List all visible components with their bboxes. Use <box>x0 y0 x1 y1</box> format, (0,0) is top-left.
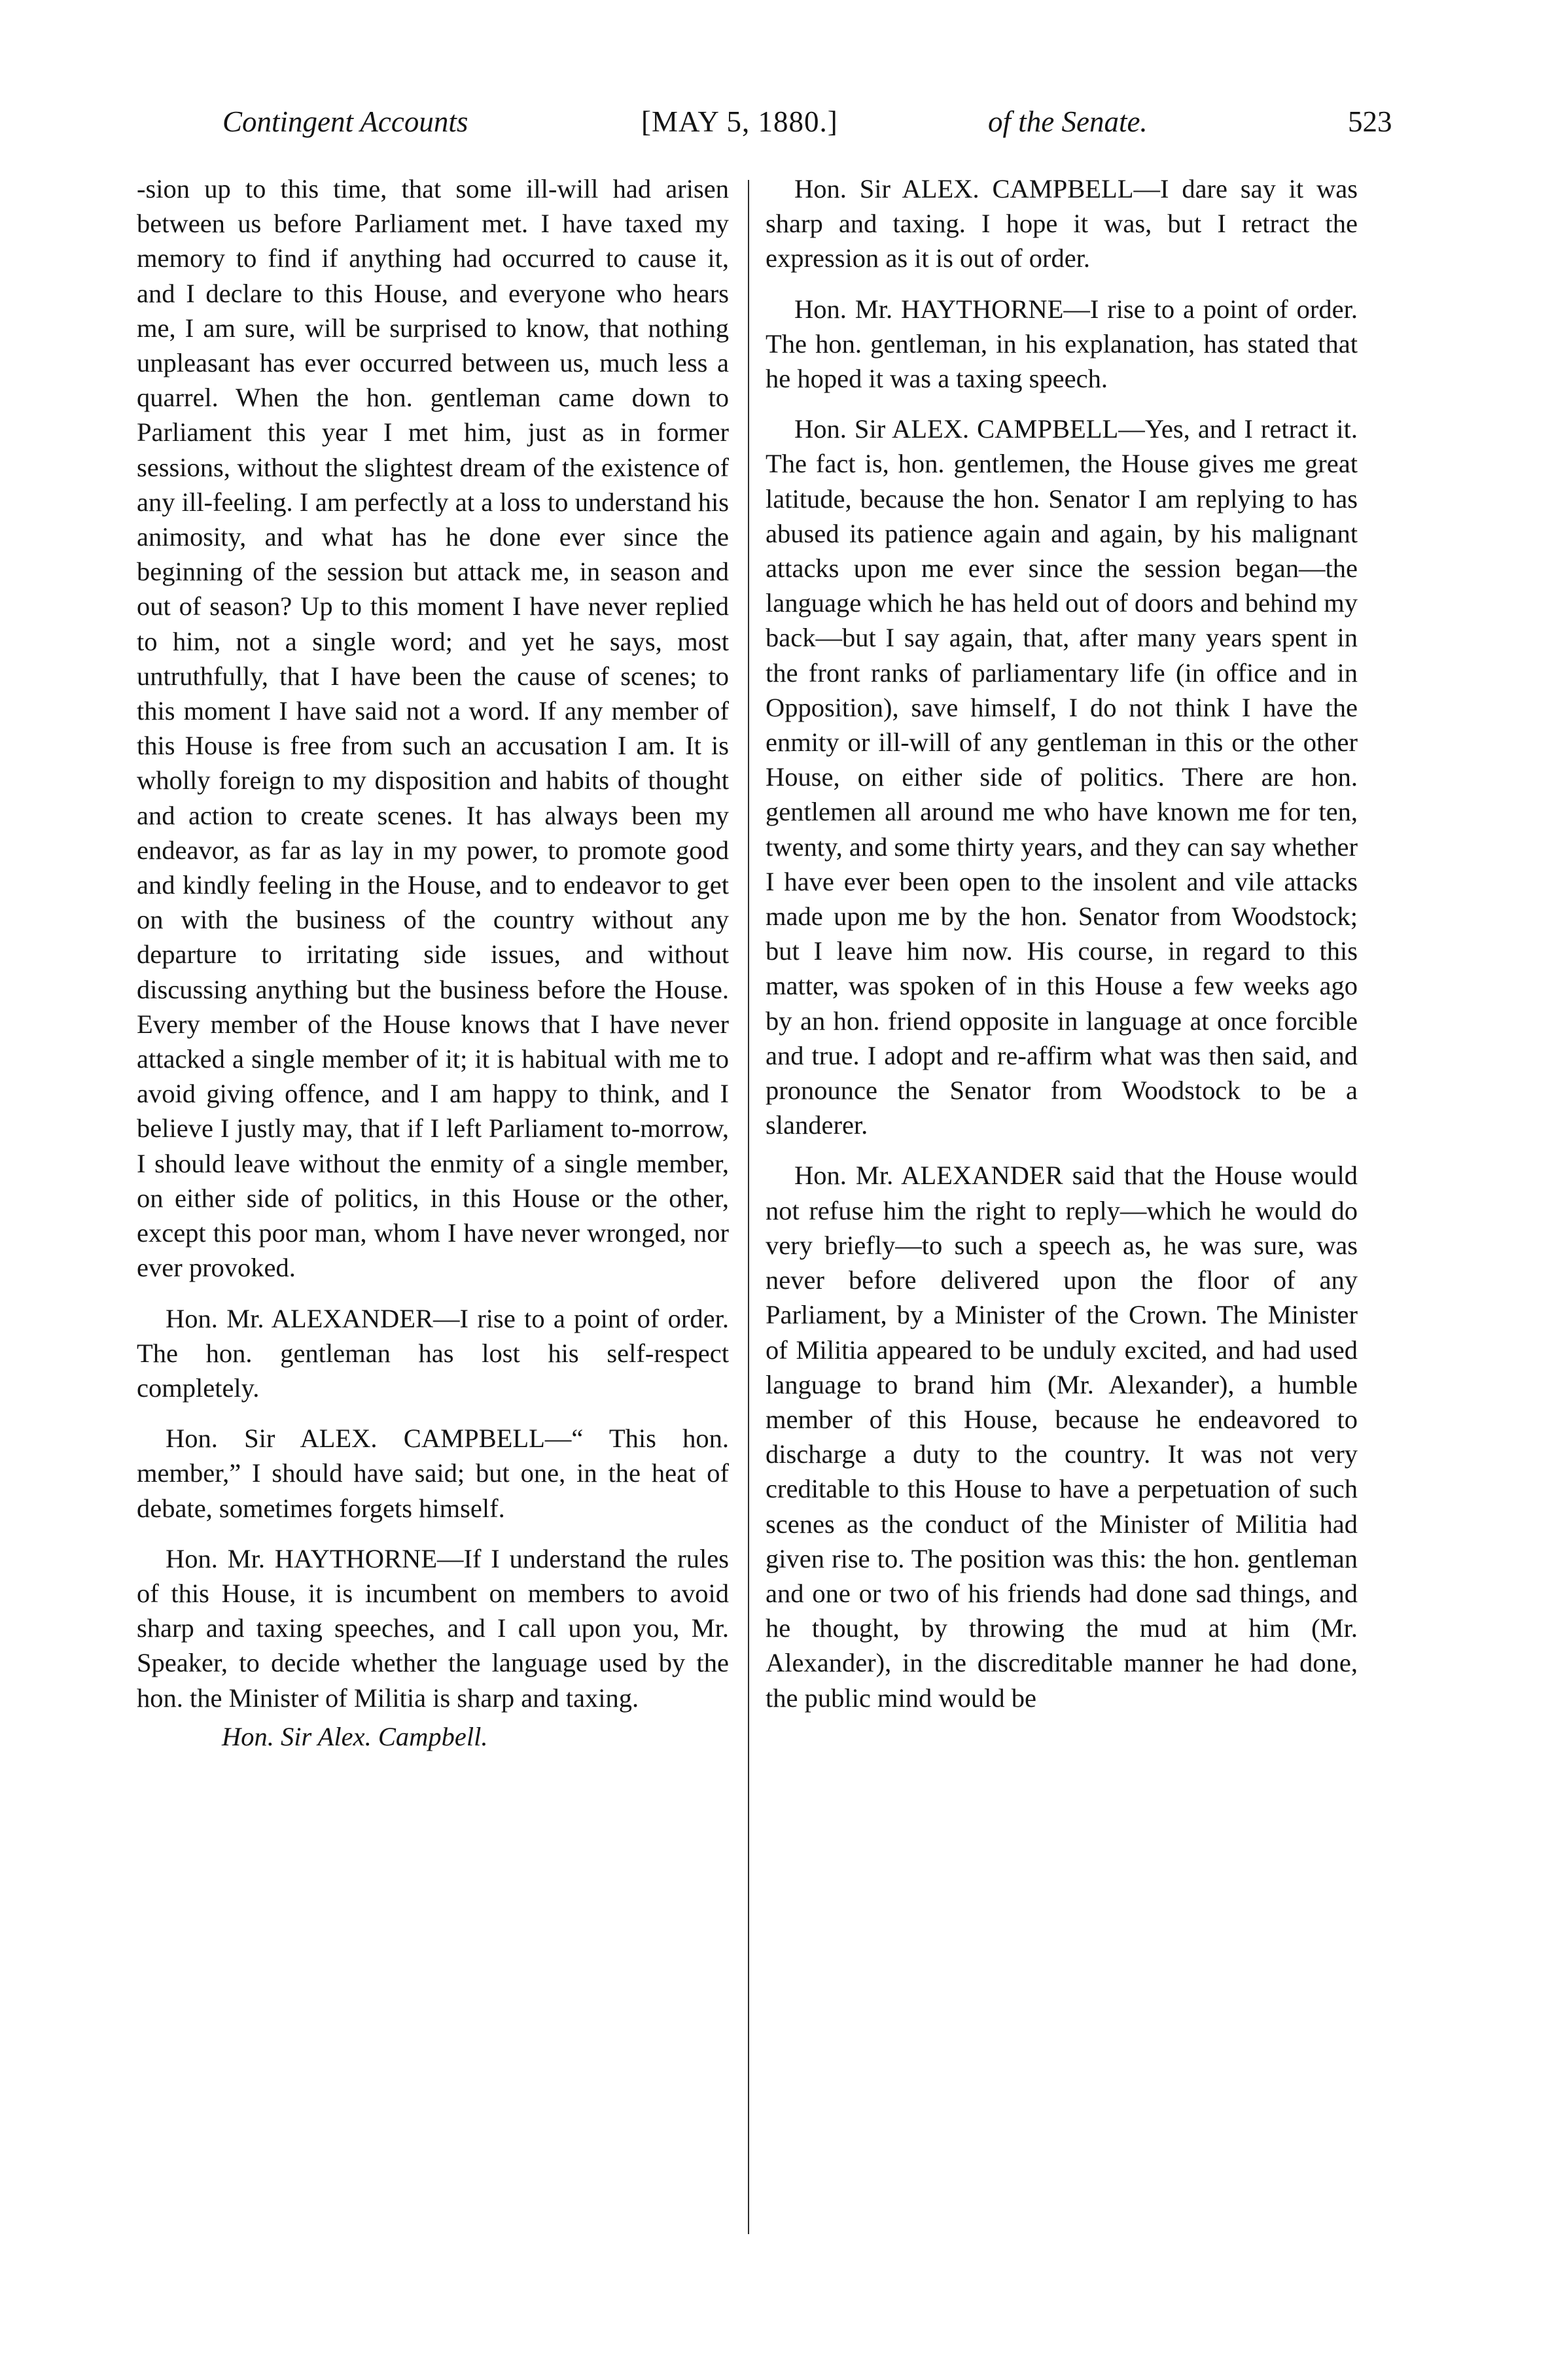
paragraph: Hon. Sir ALEX. CAMPBELL—Yes, and I retract it. The fact is, hon. gentlemen, the House gives me great latitude, because the hon. Senator I am replying to has abused its patience again and again, by his malignant attacks upon me ever since the session began—the language which he has held out of doors and behind my back—but I say again, that, after many years spent in the front ranks of parliamentary life (in office and in Opposition), save himself, I do not think I have the enmity or ill-will of any gentleman in this or the other House, on either side of politics. There are hon. gentlemen all around me who have known me for ten, twenty, and some thirty years, and they can say whether I have ever been open to the insolent and vile attacks made upon me by the hon. Senator from Woodstock; but I leave him now. His course, in regard to this matter, was spoken of in this House a few weeks ago by an hon. friend opposite in language at once forcible and true. I adopt and re-affirm what was then said, and pronounce the Senator from Woodstock to be a slanderer. <box>766 414 1358 1140</box>
paragraph: Hon. Mr. HAYTHORNE—If I understand the rules of this House, it is incumbent on members to avoid sharp and taxing speeches, and I call upon you, Mr. Speaker, to decide whether the language used by the hon. the Minister of Militia is sharp and taxing. <box>137 1543 729 1713</box>
paragraph: Hon. Mr. HAYTHORNE—I rise to a point of order. The hon. gentleman, in his explanation, has stated that he hoped it was a taxing speech. <box>766 294 1358 394</box>
paragraph: Hon. Sir ALEX. CAMPBELL—“ This hon. member,” I should have said; but one, in the heat of debate, sometimes forgets himself. <box>137 1424 729 1523</box>
header-chamber: of the Senate. <box>988 105 1148 138</box>
running-header <box>196 105 1392 150</box>
paragraph: Hon. Sir ALEX. CAMPBELL—I dare say it was sharp and taxing. I hope it was, but I retract the expression as it is out of order. <box>766 174 1358 273</box>
column-divider <box>748 180 749 2234</box>
left-column <box>137 171 729 1780</box>
header-date: [MAY 5, 1880.] <box>641 105 838 138</box>
paragraph: Hon. Mr. ALEXANDER said that the House would not refuse him the right to reply—which he would do very briefly—to such a speech as, he was sure, was never before delivered upon the floor of any Parliament, by a Minister of the Crown. The Minister of Militia appeared to be unduly excited, and had used language to brand him (Mr. Alexander), a humble member of this House, because he endeavored to discharge a duty to the country. It was not very creditable to this House to have a perpetuation of such scenes as the conduct of the Minister of Militia had given rise to. The position was this: the hon. gentleman and one or two of his friends had done sad things, and he thought, by throwing the mud at him (Mr. Alexander), in the discreditable manner he had done, the public mind would be <box>766 1161 1358 1713</box>
speaker-heading: Hon. Sir Alex. Campbell. <box>222 1721 488 1751</box>
right-column <box>766 171 1358 1715</box>
header-section-title: Contingent Accounts <box>222 105 468 138</box>
paragraph: Hon. Mr. ALEXANDER—I rise to a point of order. The hon. gentleman has lost his self-respect completely. <box>137 1303 729 1403</box>
page-number: 523 <box>1348 105 1392 138</box>
paragraph: -sion up to this time, that some ill-will had arisen between us before Parliament met. I have taxed my memory to find if anything had occurred to cause it, and I declare to this House, and everyone who hears me, I am sure, will be surprised to know, that nothing unpleasant has ever occurred between us, much less a quarrel. When the hon. gentleman came down to Parliament this year I met him, just as in former sessions, without the slightest dream of the existence of any ill-feeling. I am perfectly at a loss to understand his animosity, and what has he done ever since the beginning of the session but attack me, in season and out of season? Up to this moment I have never replied to him, not a single word; and yet he says, most untruthfully, that I have been the cause of scenes; to this moment I have said not a word. If any member of this House is free from such an accusation I am. It is wholly foreign to my disposition and habits of thought and action to create scenes. It has always been my endeavor, as far as lay in my power, to promote good and kindly feeling in the House, and to endeavor to get on with the business of the country without any departure to irritating side issues, and without discussing anything but the business before the House. Every member of the House knows that I have never attacked a single member of it; it is habitual with me to avoid giving offence, and I am happy to think, and I believe I justly may, that if I left Parliament to-morrow, I should leave without the enmity of a single member, on either side of politics, in this House or the other, except this poor man, whom I have never wronged, nor ever provoked. <box>137 174 729 1283</box>
